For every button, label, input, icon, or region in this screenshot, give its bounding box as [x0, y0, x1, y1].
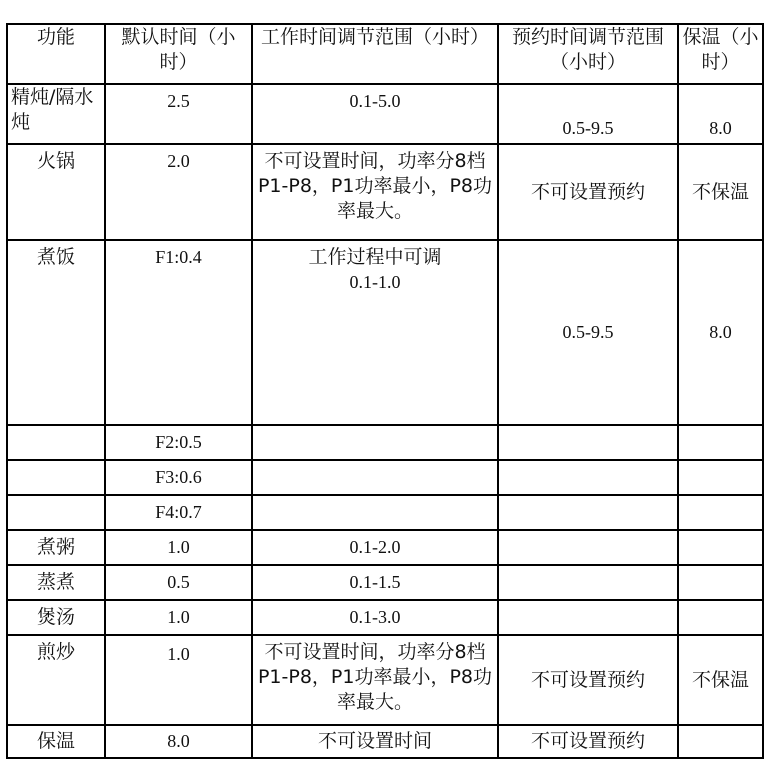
- default-time-cell: 1.0: [105, 635, 252, 725]
- table-row: [7, 530, 763, 565]
- preset-range-cell: 0.5-9.5: [498, 240, 678, 425]
- keep-warm-cell: [678, 495, 763, 530]
- preset-range-cell: [498, 425, 678, 460]
- preset-range-cell: [498, 600, 678, 635]
- default-time-cell: F4:0.7: [105, 495, 252, 530]
- header-work-time-range: 工作时间调节范围（小时）: [252, 24, 498, 84]
- default-time-cell: 8.0: [105, 725, 252, 758]
- table-row: [7, 565, 763, 600]
- preset-range-cell: 不可设置预约: [498, 635, 678, 725]
- keep-warm-cell: [678, 460, 763, 495]
- work-range-cell: 不可设置时间: [252, 725, 498, 758]
- default-time-cell: F2:0.5: [105, 425, 252, 460]
- keep-warm-cell: [678, 530, 763, 565]
- work-range-cell: [252, 460, 498, 495]
- header-function: 功能: [7, 24, 105, 84]
- keep-warm-cell: [678, 600, 763, 635]
- work-range-value: 0.1-1.0: [349, 272, 401, 292]
- function-cell: [7, 495, 105, 530]
- default-time-cell: F3:0.6: [105, 460, 252, 495]
- keep-warm-cell: [678, 725, 763, 758]
- table-row: [7, 600, 763, 635]
- function-cell: 火锅: [7, 144, 105, 240]
- table-row: [7, 240, 763, 425]
- default-time-cell: 2.0: [105, 144, 252, 240]
- work-range-cell: 0.1-2.0: [252, 530, 498, 565]
- header-preset-time-range: 预约时间调节范围（小时）: [498, 24, 678, 84]
- table-row: [7, 495, 763, 530]
- function-cell: [7, 460, 105, 495]
- function-cell: 煮粥: [7, 530, 105, 565]
- keep-warm-cell: [678, 565, 763, 600]
- preset-range-cell: 不可设置预约: [498, 144, 678, 240]
- work-range-cell: 不可设置时间，功率分8档P1-P8，P1功率最小，P8功率最大。: [252, 635, 498, 725]
- function-cell: 蒸煮: [7, 565, 105, 600]
- table-row: [7, 84, 763, 144]
- preset-range-cell: [498, 530, 678, 565]
- work-range-cell: [252, 495, 498, 530]
- preset-range-cell: [498, 460, 678, 495]
- header-row: [7, 24, 763, 84]
- keep-warm-cell: 8.0: [678, 84, 763, 144]
- header-keep-warm: 保温（小时）: [678, 24, 763, 84]
- preset-range-cell: 不可设置预约: [498, 725, 678, 758]
- table-row: [7, 460, 763, 495]
- work-range-cell: [252, 425, 498, 460]
- default-time-cell: 2.5: [105, 84, 252, 144]
- keep-warm-cell: 不保温: [678, 635, 763, 725]
- function-cell: 精炖/隔水炖: [7, 84, 105, 144]
- header-default-time: 默认时间（小时）: [105, 24, 252, 84]
- default-time-cell: 1.0: [105, 530, 252, 565]
- default-time-cell: F1:0.4: [105, 240, 252, 425]
- function-cell: 煎炒: [7, 635, 105, 725]
- work-range-cell: 0.1-5.0: [252, 84, 498, 144]
- keep-warm-cell: [678, 425, 763, 460]
- preset-range-cell: [498, 495, 678, 530]
- function-cell: [7, 425, 105, 460]
- table-row: [7, 425, 763, 460]
- default-time-cell: 1.0: [105, 600, 252, 635]
- default-time-cell: 0.5: [105, 565, 252, 600]
- table-row: [7, 144, 763, 240]
- preset-range-cell: [498, 565, 678, 600]
- work-range-cell: 不可设置时间，功率分8档P1-P8，P1功率最小，P8功率最大。: [252, 144, 498, 240]
- table-row: [7, 725, 763, 758]
- work-range-cell: [252, 240, 498, 425]
- function-cell: 煮饭: [7, 240, 105, 425]
- work-range-cell: 0.1-3.0: [252, 600, 498, 635]
- function-cell: 煲汤: [7, 600, 105, 635]
- function-time-table: [6, 23, 764, 759]
- preset-range-cell: 0.5-9.5: [498, 84, 678, 144]
- keep-warm-cell: 不保温: [678, 144, 763, 240]
- function-cell: 保温: [7, 725, 105, 758]
- work-range-note: 工作过程中可调: [308, 246, 442, 268]
- work-range-cell: 0.1-1.5: [252, 565, 498, 600]
- table-row: [7, 635, 763, 725]
- keep-warm-cell: 8.0: [678, 240, 763, 425]
